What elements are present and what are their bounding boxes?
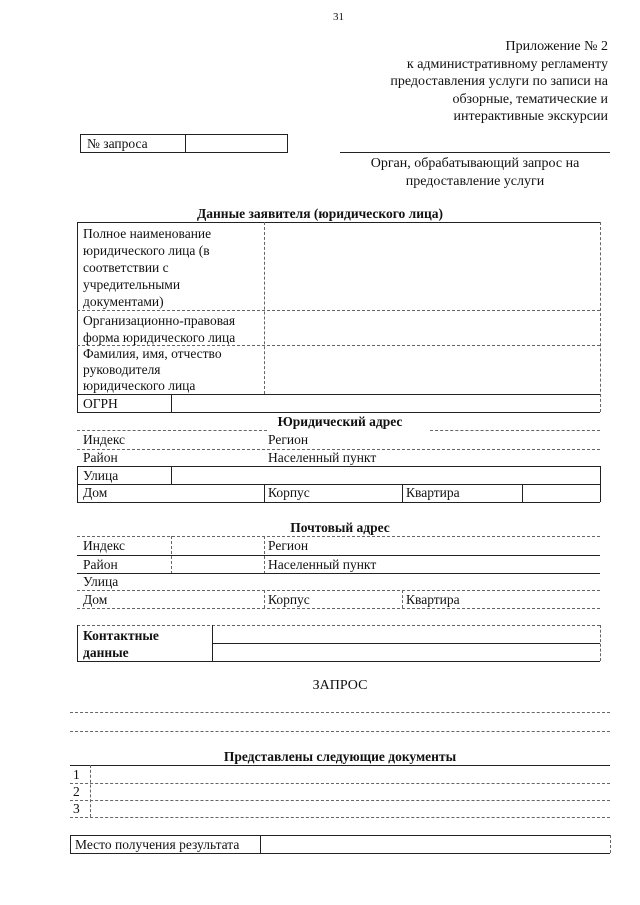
appendix-line: интерактивные экскурсии: [453, 109, 608, 124]
request-number-label: № запроса: [87, 136, 148, 151]
legal-building-field[interactable]: [340, 485, 400, 501]
organ-line: [340, 152, 610, 153]
organ-caption-line: предоставление услуги: [405, 173, 545, 189]
label-line: учредительными: [83, 277, 181, 292]
applicant-section-title: Данные заявителя (юридического лица): [196, 206, 444, 221]
label-line: Фамилия, имя, отчество: [83, 346, 222, 361]
label-line: Контактные: [83, 628, 159, 643]
label-line: соответствии с: [83, 260, 169, 275]
postal-address-title: Почтовый адрес: [290, 520, 390, 535]
request-title: ЗАПРОС: [312, 678, 368, 693]
legal-apartment-label: Квартира: [406, 485, 460, 500]
appendix-line: к административному регламенту: [406, 56, 608, 72]
postal-house-label: Дом: [83, 592, 108, 607]
legal-region-label: Регион: [268, 432, 309, 447]
postal-street-field[interactable]: [173, 574, 599, 590]
document-field-3[interactable]: [90, 801, 610, 816]
legal-locality-field[interactable]: [400, 450, 600, 466]
label-line: юридического лица (в: [83, 243, 210, 258]
label-line: Организационно-правовая: [83, 313, 236, 328]
full-name-field[interactable]: [266, 223, 599, 309]
postal-apartment-label: Квартира: [406, 592, 460, 607]
postal-district-field[interactable]: [170, 557, 265, 573]
legal-district-field[interactable]: [170, 450, 265, 466]
organ-caption: [340, 155, 610, 190]
legal-street-field[interactable]: [173, 467, 599, 483]
postal-index-label: Индекс: [83, 538, 126, 553]
legal-address-title: Юридический адрес: [277, 414, 403, 429]
postal-street-label: Улица: [83, 574, 119, 589]
label-line: документами): [83, 294, 164, 309]
legal-house-field[interactable]: [170, 485, 263, 501]
document-field-1[interactable]: [90, 767, 610, 782]
postal-region-field[interactable]: [400, 538, 600, 554]
document-number: 2: [73, 784, 80, 799]
postal-apartment-field[interactable]: [524, 592, 599, 608]
result-place-label: Место получения результата: [75, 837, 240, 852]
document-number: 1: [73, 767, 80, 782]
appendix-line: Приложение № 2: [505, 39, 608, 54]
head-name-field[interactable]: [266, 346, 599, 393]
label-line: данные: [83, 645, 129, 660]
postal-locality-field[interactable]: [400, 557, 600, 573]
contacts-field-1[interactable]: [214, 626, 599, 642]
request-text-line-1[interactable]: [70, 695, 610, 711]
label-line: юридического лица: [83, 378, 196, 393]
contacts-field-2[interactable]: [214, 644, 599, 660]
organ-field[interactable]: [340, 136, 610, 152]
organ-caption-line: Орган, обрабатывающий запрос на: [370, 156, 580, 171]
label-line: форма юридического лица: [83, 330, 236, 345]
postal-locality-label: Населенный пункт: [268, 557, 377, 572]
org-form-label: [83, 312, 235, 346]
postal-building-label: Корпус: [268, 592, 310, 607]
request-number-box: [80, 134, 288, 153]
page-number: 31: [333, 11, 344, 23]
label-line: Полное наименование: [83, 226, 212, 241]
postal-index-field[interactable]: [170, 538, 265, 554]
label-line: руководителя: [83, 362, 161, 377]
appendix-line: обзорные, тематические и: [452, 91, 608, 107]
result-place-field[interactable]: [262, 836, 609, 852]
legal-house-label: Дом: [83, 485, 108, 500]
legal-region-field[interactable]: [400, 432, 600, 448]
head-name-label: [83, 346, 222, 394]
ogrn-field[interactable]: [173, 395, 599, 411]
request-text-line-2[interactable]: [70, 714, 610, 730]
appendix-header: [390, 38, 608, 126]
legal-district-label: Район: [83, 450, 118, 465]
appendix-line: предоставления услуги по записи на: [390, 74, 608, 89]
postal-region-label: Регион: [268, 538, 309, 553]
legal-building-label: Корпус: [268, 485, 310, 500]
postal-building-field[interactable]: [340, 592, 400, 608]
document-number: 3: [73, 801, 80, 816]
ogrn-label: ОГРН: [83, 396, 118, 411]
legal-street-label: Улица: [83, 468, 119, 483]
postal-district-label: Район: [83, 557, 118, 572]
contacts-label: [83, 627, 159, 661]
document-field-2[interactable]: [90, 784, 610, 799]
legal-apartment-field[interactable]: [524, 485, 599, 501]
request-number-field[interactable]: [186, 135, 286, 152]
documents-title: Представлены следующие документы: [223, 749, 457, 764]
legal-index-label: Индекс: [83, 432, 126, 447]
postal-house-field[interactable]: [170, 592, 263, 608]
org-form-field[interactable]: [266, 311, 599, 344]
legal-index-field[interactable]: [170, 432, 265, 448]
full-name-label: [83, 225, 211, 310]
legal-locality-label: Населенный пункт: [268, 450, 377, 465]
